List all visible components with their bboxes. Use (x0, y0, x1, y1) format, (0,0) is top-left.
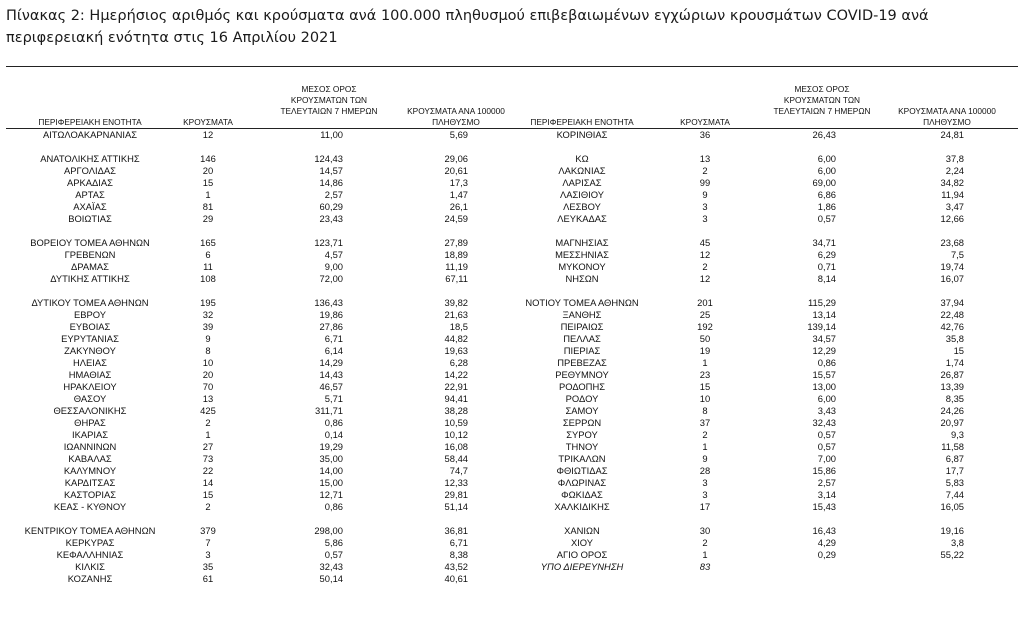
avg7-cell: 15,86 (812, 465, 836, 476)
region-cell: ΚΑΡΔΙΤΣΑΣ (64, 477, 116, 488)
per100k-cell: 20,61 (444, 165, 468, 176)
header-per100k-left: ΚΡΟΥΣΜΑΤΑ ΑΝΑ 100000 ΠΛΗΘΥΣΜΟ (407, 106, 505, 127)
region-cell: ΛΑΚΩΝΙΑΣ (558, 165, 606, 176)
cases-cell: 8 (205, 345, 211, 356)
cases-cell: 9 (205, 333, 211, 344)
cases-cell: 10 (202, 357, 214, 368)
avg7-cell: 2,57 (324, 189, 343, 200)
avg7-cell: 14,86 (319, 177, 343, 188)
avg7-cell: 0,29 (817, 549, 836, 560)
cases-cell: 29 (202, 213, 214, 224)
avg7-cell: 23,43 (319, 213, 343, 224)
cases-cell: 2 (702, 261, 708, 272)
avg7-cell: 298,00 (314, 525, 343, 536)
avg7-cell: 15,43 (812, 501, 836, 512)
region-cell: ΑΡΤΑΣ (75, 189, 105, 200)
region-cell: ΓΡΕΒΕΝΩΝ (64, 249, 116, 260)
cases-cell: 12 (202, 129, 214, 140)
region-cell: ΑΡΓΟΛΙΔΑΣ (64, 165, 116, 176)
region-cell: ΚΑΛΥΜΝΟΥ (63, 465, 117, 476)
header-region-right: ΠΕΡΙΦΕΡΕΙΑΚΗ ΕΝΟΤΗΤΑ (530, 117, 634, 127)
avg7-cell: 3,14 (817, 489, 836, 500)
cases-cell: 8 (702, 405, 708, 416)
per100k-cell: 9,3 (950, 429, 964, 440)
cases-cell: 35 (202, 561, 214, 572)
cases-cell: 12 (699, 249, 711, 260)
cases-cell: 11 (203, 261, 213, 272)
region-cell: ΘΑΣΟΥ (73, 393, 107, 404)
table-title: Πίνακας 2: Ημερήσιος αριθμός και κρούσματα ανά 100.000 πληθυσμού επιβεβαιωμένων εγχώριων κρουσμάτων COVID-19 ανά περιφερειακή ενότητα στις 16 Απριλίου 2021 (6, 8, 929, 46)
region-cell: ΡΕΘΥΜΝΟΥ (555, 369, 609, 380)
per100k-cell: 8,35 (945, 393, 964, 404)
region-cell: ΝΟΤΙΟΥ ΤΟΜΕΑ ΑΘΗΝΩΝ (525, 297, 639, 308)
avg7-cell: 12,29 (812, 345, 836, 356)
cases-cell: 28 (699, 465, 711, 476)
avg7-cell: 0,86 (324, 501, 343, 512)
per100k-cell: 11,58 (941, 441, 964, 452)
region-cell: ΙΚΑΡΙΑΣ (71, 429, 109, 440)
per100k-cell: 5,83 (945, 477, 964, 488)
cases-cell: 2 (702, 165, 708, 176)
cases-cell: 15 (202, 489, 214, 500)
avg7-cell: 0,57 (817, 429, 836, 440)
region-cell: ΝΗΣΩΝ (565, 273, 599, 284)
region-cell: ΘΗΡΑΣ (74, 417, 106, 428)
avg7-cell: 69,00 (812, 177, 836, 188)
per100k-cell: 58,44 (444, 453, 468, 464)
region-cell: ΕΒΡΟΥ (73, 309, 106, 320)
region-cell: ΚΑΒΑΛΑΣ (68, 453, 112, 464)
cases-cell: 1 (702, 441, 708, 452)
avg7-cell: 0,86 (817, 357, 836, 368)
per100k-cell: 29,06 (444, 153, 468, 164)
per100k-cell: 27,89 (444, 237, 468, 248)
per100k-cell: 43,52 (444, 561, 468, 572)
region-cell: ΠΡΕΒΕΖΑΣ (557, 357, 607, 368)
cases-cell: 108 (200, 273, 216, 284)
avg7-cell: 32,43 (319, 561, 343, 572)
cases-cell: 10 (699, 393, 711, 404)
avg7-cell: 35,00 (319, 453, 343, 464)
region-cell: ΑΙΤΩΛΟΑΚΑΡΝΑΝΙΑΣ (42, 129, 138, 140)
cases-cell: 3 (702, 213, 708, 224)
per100k-cell: 23,68 (940, 237, 964, 248)
header-cases-right: ΚΡΟΥΣΜΑΤΑ (680, 117, 730, 127)
avg7-cell: 6,00 (817, 165, 836, 176)
avg7-cell: 0,86 (324, 417, 343, 428)
region-cell: ΡΟΔΟΥ (565, 393, 599, 404)
region-cell: ΚΕΝΤΡΙΚΟΥ ΤΟΜΕΑ ΑΘΗΝΩΝ (24, 525, 156, 536)
cases-cell: 3 (702, 489, 708, 500)
region-cell: ΜΥΚΟΝΟΥ (558, 261, 606, 272)
per100k-cell: 6,71 (449, 537, 468, 548)
region-cell: ΧΑΝΙΩΝ (564, 525, 600, 536)
avg7-cell: 46,57 (319, 381, 343, 392)
avg7-cell: 6,00 (817, 393, 836, 404)
region-cell: ΣΑΜΟΥ (565, 405, 599, 416)
avg7-cell: 6,00 (817, 153, 836, 164)
region-cell: ΠΕΙΡΑΙΩΣ (560, 321, 604, 332)
avg7-cell: 6,71 (324, 333, 343, 344)
region-cell: ΚΟΡΙΝΘΙΑΣ (556, 129, 608, 140)
avg7-cell: 6,29 (817, 249, 836, 260)
per100k-cell: 12,33 (444, 477, 468, 488)
cases-cell: 20 (202, 165, 214, 176)
region-cell: ΖΑΚΥΝΘΟΥ (64, 345, 116, 356)
avg7-cell: 123,71 (314, 237, 343, 248)
per100k-cell: 55,22 (940, 549, 964, 560)
avg7-cell: 6,86 (817, 189, 836, 200)
cases-cell: 17 (699, 501, 711, 512)
per100k-cell: 16,07 (940, 273, 964, 284)
avg7-cell: 8,14 (817, 273, 836, 284)
avg7-cell: 14,57 (319, 165, 343, 176)
region-cell: ΧΑΛΚΙΔΙΚΗΣ (554, 501, 610, 512)
per100k-cell: 37,94 (940, 297, 964, 308)
avg7-cell: 5,71 (324, 393, 343, 404)
per100k-cell: 12,66 (940, 213, 964, 224)
region-cell: ΣΥΡΟΥ (566, 429, 598, 440)
per100k-cell: 22,91 (444, 381, 468, 392)
region-cell: ΞΑΝΘΗΣ (562, 309, 602, 320)
region-cell: ΔΥΤΙΚΟΥ ΤΟΜΕΑ ΑΘΗΝΩΝ (31, 297, 149, 308)
cases-cell: 99 (699, 177, 711, 188)
avg7-cell: 12,71 (319, 489, 343, 500)
region-cell: ΛΕΣΒΟΥ (563, 201, 601, 212)
avg7-cell: 14,00 (319, 465, 343, 476)
region-cell: ΦΘΙΩΤΙΔΑΣ (556, 465, 608, 476)
region-cell: ΚΕΑΣ - ΚΥΘΝΟΥ (53, 501, 127, 512)
avg7-cell: 32,43 (812, 417, 836, 428)
avg7-cell: 124,43 (314, 153, 343, 164)
cases-cell: 27 (202, 441, 214, 452)
avg7-cell: 311,71 (315, 405, 343, 416)
per100k-cell: 16,08 (444, 441, 468, 452)
header-avg7-left: ΜΕΣΟΣ ΟΡΟΣ ΚΡΟΥΣΜΑΤΩΝ ΤΩΝ ΤΕΛΕΥΤΑΙΩΝ 7 ΗΜΕΡΩΝ (280, 84, 378, 116)
avg7-cell: 11,00 (320, 129, 343, 140)
avg7-cell: 14,43 (319, 369, 343, 380)
per100k-cell: 22,48 (940, 309, 964, 320)
per100k-cell: 18,89 (444, 249, 468, 260)
region-cell: ΥΠΟ ΔΙΕΡΕΥΝΗΣΗ (540, 561, 624, 572)
region-cell: ΑΓΙΟ ΟΡΟΣ (556, 549, 608, 560)
top-rule (6, 66, 1018, 67)
cases-cell: 2 (205, 417, 211, 428)
per100k-cell: 13,39 (940, 381, 964, 392)
cases-cell: 6 (205, 249, 211, 260)
cases-cell: 15 (699, 381, 711, 392)
cases-cell: 1 (702, 357, 708, 368)
cases-cell: 1 (702, 549, 708, 560)
per100k-cell: 38,28 (444, 405, 468, 416)
avg7-cell: 2,57 (817, 477, 836, 488)
region-cell: ΑΧΑΪΑΣ (73, 201, 107, 212)
cases-cell: 7 (205, 537, 211, 548)
cases-cell: 9 (702, 189, 708, 200)
region-cell: ΚΕΡΚΥΡΑΣ (65, 537, 115, 548)
avg7-cell: 4,57 (324, 249, 343, 260)
per100k-cell: 35,8 (945, 333, 964, 344)
per100k-cell: 7,44 (945, 489, 964, 500)
region-cell: ΠΙΕΡΙΑΣ (563, 345, 601, 356)
avg7-cell: 72,00 (319, 273, 343, 284)
avg7-cell: 115,29 (808, 297, 836, 308)
region-cell: ΣΕΡΡΩΝ (562, 417, 602, 428)
avg7-cell: 7,00 (817, 453, 836, 464)
per100k-cell: 5,69 (449, 129, 468, 140)
avg7-cell: 5,86 (324, 537, 343, 548)
cases-cell: 146 (200, 153, 216, 164)
cases-cell: 9 (702, 453, 708, 464)
per100k-cell: 51,14 (444, 501, 468, 512)
per100k-cell: 11,94 (941, 189, 964, 200)
avg7-cell: 34,71 (812, 237, 836, 248)
per100k-cell: 6,28 (449, 357, 468, 368)
avg7-cell: 3,43 (817, 405, 836, 416)
avg7-cell: 19,86 (319, 309, 343, 320)
per100k-cell: 2,24 (945, 165, 964, 176)
region-cell: ΕΥΡΥΤΑΝΙΑΣ (61, 333, 119, 344)
region-cell: ΚΙΛΚΙΣ (75, 561, 105, 572)
region-cell: ΑΝΑΤΟΛΙΚΗΣ ΑΤΤΙΚΗΣ (40, 153, 140, 164)
region-cell: ΙΩΑΝΝΙΝΩΝ (63, 441, 117, 452)
header-per100k-right: ΚΡΟΥΣΜΑΤΑ ΑΝΑ 100000 ΠΛΗΘΥΣΜΟ (898, 106, 996, 127)
per100k-cell: 34,82 (940, 177, 964, 188)
cases-cell: 81 (202, 201, 214, 212)
per100k-cell: 29,81 (444, 489, 468, 500)
avg7-cell: 27,86 (319, 321, 343, 332)
cases-cell: 2 (702, 537, 708, 548)
region-cell: ΘΕΣΣΑΛΟΝΙΚΗΣ (53, 405, 127, 416)
cases-cell: 83 (699, 561, 711, 572)
per100k-cell: 3,47 (945, 201, 964, 212)
cases-cell: 61 (202, 573, 214, 584)
avg7-cell: 6,14 (324, 345, 343, 356)
cases-cell: 425 (200, 405, 216, 416)
region-cell: ΛΑΡΙΣΑΣ (562, 177, 602, 188)
per100k-cell: 7,5 (950, 249, 964, 260)
cases-cell: 23 (699, 369, 711, 380)
avg7-cell: 15,57 (812, 369, 836, 380)
per100k-cell: 14,22 (444, 369, 468, 380)
cases-cell: 192 (697, 321, 713, 332)
region-cell: ΚΟΖΑΝΗΣ (67, 573, 113, 584)
avg7-cell (778, 561, 836, 573)
region-cell: ΦΩΚΙΔΑΣ (561, 489, 603, 500)
cases-cell: 2 (702, 429, 708, 440)
per100k-cell: 11,19 (445, 261, 468, 272)
cases-cell: 3 (205, 549, 211, 560)
avg7-cell: 139,14 (807, 321, 836, 332)
cases-cell: 1 (205, 429, 211, 440)
per100k-cell: 8,38 (449, 549, 468, 560)
avg7-cell: 15,00 (319, 477, 343, 488)
region-cell: ΛΕΥΚΑΔΑΣ (557, 213, 607, 224)
per100k-cell: 10,59 (444, 417, 468, 428)
region-cell: ΡΟΔΟΠΗΣ (558, 381, 606, 392)
header-cases-left: ΚΡΟΥΣΜΑΤΑ (183, 117, 233, 127)
avg7-cell: 19,29 (319, 441, 343, 452)
region-cell: ΧΙΟΥ (570, 537, 594, 548)
region-cell: ΒΟΙΩΤΙΑΣ (68, 213, 112, 224)
per100k-cell: 18,5 (449, 321, 468, 332)
cases-cell: 37 (699, 417, 711, 428)
region-cell: ΒΟΡΕΙΟΥ ΤΟΜΕΑ ΑΘΗΝΩΝ (30, 237, 150, 248)
region-cell: ΤΡΙΚΑΛΩΝ (558, 453, 606, 464)
cases-cell: 45 (699, 237, 711, 248)
region-cell: ΔΥΤΙΚΗΣ ΑΤΤΙΚΗΣ (50, 273, 130, 284)
cases-cell: 39 (202, 321, 214, 332)
region-cell: ΜΕΣΣΗΝΙΑΣ (555, 249, 609, 260)
per100k-cell: 16,05 (940, 501, 964, 512)
region-cell: ΕΥΒΟΙΑΣ (69, 321, 111, 332)
cases-cell: 3 (702, 477, 708, 488)
region-cell: ΚΑΣΤΟΡΙΑΣ (63, 489, 117, 500)
cases-cell: 36 (699, 129, 711, 140)
avg7-cell: 0,57 (324, 549, 343, 560)
avg7-cell: 60,29 (319, 201, 343, 212)
avg7-cell: 13,14 (812, 309, 836, 320)
cases-cell: 32 (202, 309, 214, 320)
per100k-cell: 3,8 (950, 537, 964, 548)
per100k-cell: 10,12 (444, 429, 468, 440)
per100k-cell: 1,47 (449, 189, 468, 200)
per100k-cell: 24,81 (940, 129, 964, 140)
region-cell: ΔΡΑΜΑΣ (71, 261, 109, 272)
region-cell: ΗΛΕΙΑΣ (73, 357, 107, 368)
region-cell: ΚΩ (575, 153, 589, 164)
cases-cell: 201 (697, 297, 713, 308)
avg7-cell: 1,86 (817, 201, 836, 212)
avg7-cell: 0,14 (324, 429, 343, 440)
avg7-cell: 0,57 (817, 213, 836, 224)
avg7-cell: 4,29 (817, 537, 836, 548)
per100k-cell: 6,87 (945, 453, 964, 464)
avg7-cell: 0,71 (817, 261, 836, 272)
header-region-left: ΠΕΡΙΦΕΡΕΙΑΚΗ ΕΝΟΤΗΤΑ (38, 117, 142, 127)
cases-cell: 19 (699, 345, 711, 356)
region-cell: ΠΕΛΛΑΣ (563, 333, 601, 344)
cases-cell: 30 (699, 525, 711, 536)
per100k-cell: 19,63 (444, 345, 468, 356)
cases-cell: 165 (200, 237, 216, 248)
region-cell: ΦΛΩΡΙΝΑΣ (557, 477, 607, 488)
cases-cell: 13 (699, 153, 711, 164)
avg7-cell: 26,43 (812, 129, 836, 140)
region-cell: ΛΑΣΙΘΙΟΥ (559, 189, 605, 200)
per100k-cell: 17,3 (449, 177, 468, 188)
per100k-cell (900, 561, 964, 573)
cases-cell: 14 (202, 477, 214, 488)
per100k-cell: 19,74 (940, 261, 964, 272)
per100k-cell: 15 (953, 345, 964, 356)
cases-cell: 13 (202, 393, 214, 404)
region-cell: ΤΗΝΟΥ (565, 441, 599, 452)
cases-cell: 3 (702, 201, 708, 212)
per100k-cell: 44,82 (444, 333, 468, 344)
per100k-cell: 42,76 (940, 321, 964, 332)
region-cell: ΑΡΚΑΔΙΑΣ (67, 177, 113, 188)
avg7-cell: 16,43 (812, 525, 836, 536)
per100k-cell: 67,11 (445, 273, 468, 284)
per100k-cell: 17,7 (945, 465, 964, 476)
region-cell: ΗΜΑΘΙΑΣ (68, 369, 112, 380)
per100k-cell: 19,16 (940, 525, 964, 536)
per100k-cell: 24,59 (444, 213, 468, 224)
cases-cell: 2 (205, 501, 211, 512)
cases-cell: 50 (699, 333, 711, 344)
per100k-cell: 37,8 (945, 153, 964, 164)
cases-cell: 20 (202, 369, 214, 380)
cases-cell: 73 (202, 453, 214, 464)
cases-cell: 22 (202, 465, 214, 476)
per100k-cell: 36,81 (444, 525, 468, 536)
cases-cell: 379 (200, 525, 216, 536)
per100k-cell: 24,26 (940, 405, 964, 416)
cases-cell: 25 (699, 309, 711, 320)
per100k-cell: 20,97 (940, 417, 964, 428)
per100k-cell: 94,41 (444, 393, 468, 404)
header-avg7-right: ΜΕΣΟΣ ΟΡΟΣ ΚΡΟΥΣΜΑΤΩΝ ΤΩΝ ΤΕΛΕΥΤΑΙΩΝ 7 ΗΜΕΡΩΝ (773, 84, 871, 116)
per100k-cell: 40,61 (444, 573, 468, 584)
per100k-cell: 26,1 (449, 201, 468, 212)
cases-cell: 70 (202, 381, 214, 392)
region-cell: ΚΕΦΑΛΛΗΝΙΑΣ (56, 549, 124, 560)
avg7-cell: 50,14 (319, 573, 343, 584)
per100k-cell: 39,82 (444, 297, 468, 308)
avg7-cell: 9,00 (324, 261, 343, 272)
cases-cell: 12 (699, 273, 711, 284)
cases-cell: 1 (205, 189, 211, 200)
cases-cell: 195 (200, 297, 216, 308)
per100k-cell: 1,74 (945, 357, 964, 368)
avg7-cell: 34,57 (812, 333, 836, 344)
per100k-cell: 21,63 (444, 309, 468, 320)
avg7-cell: 14,29 (319, 357, 343, 368)
region-cell: ΜΑΓΝΗΣΙΑΣ (555, 237, 609, 248)
avg7-cell: 136,43 (314, 297, 343, 308)
avg7-cell: 0,57 (817, 441, 836, 452)
avg7-cell: 13,00 (812, 381, 836, 392)
per100k-cell: 26,87 (940, 369, 964, 380)
per100k-cell: 74,7 (449, 465, 468, 476)
region-cell: ΗΡΑΚΛΕΙΟΥ (63, 381, 117, 392)
cases-cell: 15 (202, 177, 214, 188)
